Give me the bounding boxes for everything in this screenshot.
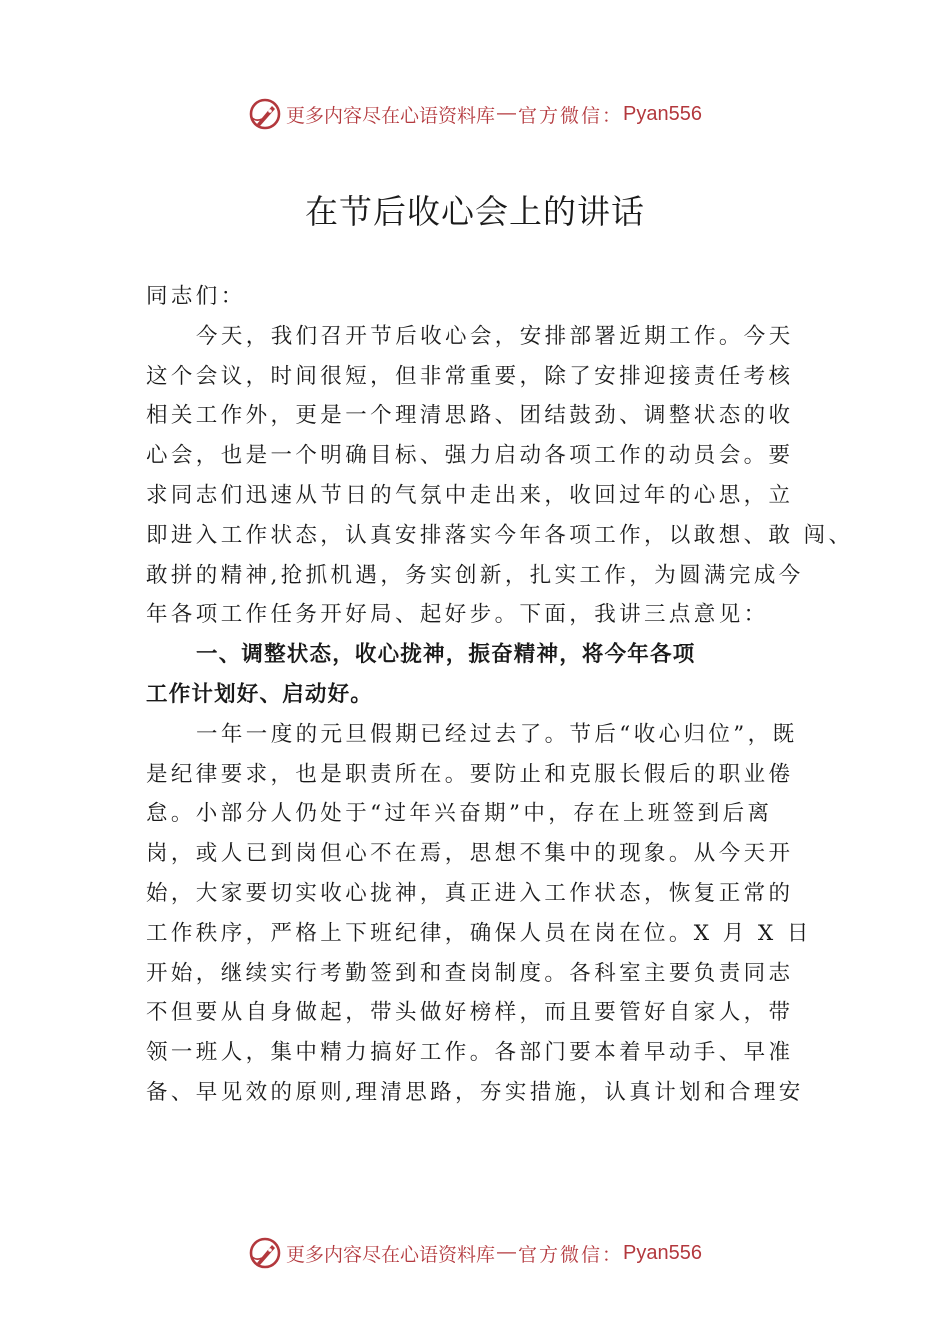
paragraph-line: 心会，也是一个明确目标、强力启动各项工作的动员会。要 bbox=[146, 443, 794, 469]
page-title: 在节后收心会上的讲话 bbox=[305, 192, 645, 231]
footer-banner bbox=[0, 1233, 950, 1273]
section-heading: 一、调整状态，收心拢神，振奋精神，将今年各项 bbox=[196, 642, 696, 668]
paragraph-line: 即进入工作状态，认真安排落实今年各项工作，以敢想、敢 闯、 bbox=[146, 522, 854, 548]
paragraph-line: 备、早见效的原则,理清思路，夯实措施，认真计划和合理安 bbox=[146, 1079, 804, 1105]
pen-nib-circle-logo-icon bbox=[248, 1236, 282, 1270]
paragraph-line: 年各项工作任务开好局、起好步。下面，我讲三点意见： bbox=[146, 602, 769, 628]
salutation: 同志们： bbox=[146, 284, 246, 309]
paragraph-line: 岗，或人已到岗但心不在焉，思想不集中的现象。从今天开 bbox=[146, 841, 794, 867]
paragraph-line: 开始，继续实行考勤签到和查岗制度。各科室主要负责同志 bbox=[146, 960, 794, 986]
paragraph-line: 求同志们迅速从节日的气氛中走出来，收回过年的心思，立 bbox=[146, 482, 794, 508]
paragraph-line: 这个会议，时间很短，但非常重要，除了安排迎接责任考核 bbox=[146, 363, 794, 389]
banner-text: 更多内容尽在心语资料库 bbox=[286, 1243, 496, 1266]
header-banner bbox=[0, 94, 950, 134]
paragraph-line: 今天，我们召开节后收心会，安排部署近期工作。今天 bbox=[196, 323, 794, 349]
banner-separator: — bbox=[497, 103, 517, 124]
paragraph-line: 始，大家要切实收心拢神，真正进入工作状态，恢复正常的 bbox=[146, 880, 794, 906]
document-body bbox=[146, 277, 854, 1113]
paragraph-line: 领一班人，集中精力搞好工作。各部门要本着早动手、早准 bbox=[146, 1040, 794, 1066]
paragraph-line: 相关工作外，更是一个理清思路、团结鼓劲、调整状态的收 bbox=[146, 403, 794, 429]
paragraph-line: 是纪律要求，也是职责所在。要防止和克服长假后的职业倦 bbox=[146, 761, 794, 787]
paragraph-line: 敢拼的精神,抢抓机遇，务实创新，扎实工作，为圆满完成今 bbox=[146, 562, 804, 588]
banner-wechat-label: 官方微信： bbox=[518, 104, 624, 127]
section-heading: 工作计划好、启动好。 bbox=[146, 681, 374, 707]
banner-wechat-label: 官方微信： bbox=[518, 1243, 624, 1266]
paragraph-line: 不但要从自身做起，带头做好榜样，而且要管好自家人，带 bbox=[146, 1000, 794, 1026]
banner-separator: — bbox=[497, 1242, 517, 1263]
pen-nib-circle-logo-icon bbox=[248, 97, 282, 131]
banner-text: 更多内容尽在心语资料库 bbox=[286, 104, 496, 127]
paragraph-line: 怠。小部分人仍处于“过年兴奋期”中，存在上班签到后离 bbox=[146, 801, 773, 827]
paragraph-line: 一年一度的元旦假期已经过去了。节后“收心归位”，既 bbox=[196, 721, 798, 747]
banner-wechat-id: Pyan556 bbox=[623, 102, 702, 125]
banner-wechat-id: Pyan556 bbox=[623, 1241, 702, 1264]
paragraph-line: 工作秩序，严格上下班纪律，确保人员在岗在位。X 月 X 日 bbox=[146, 920, 812, 946]
